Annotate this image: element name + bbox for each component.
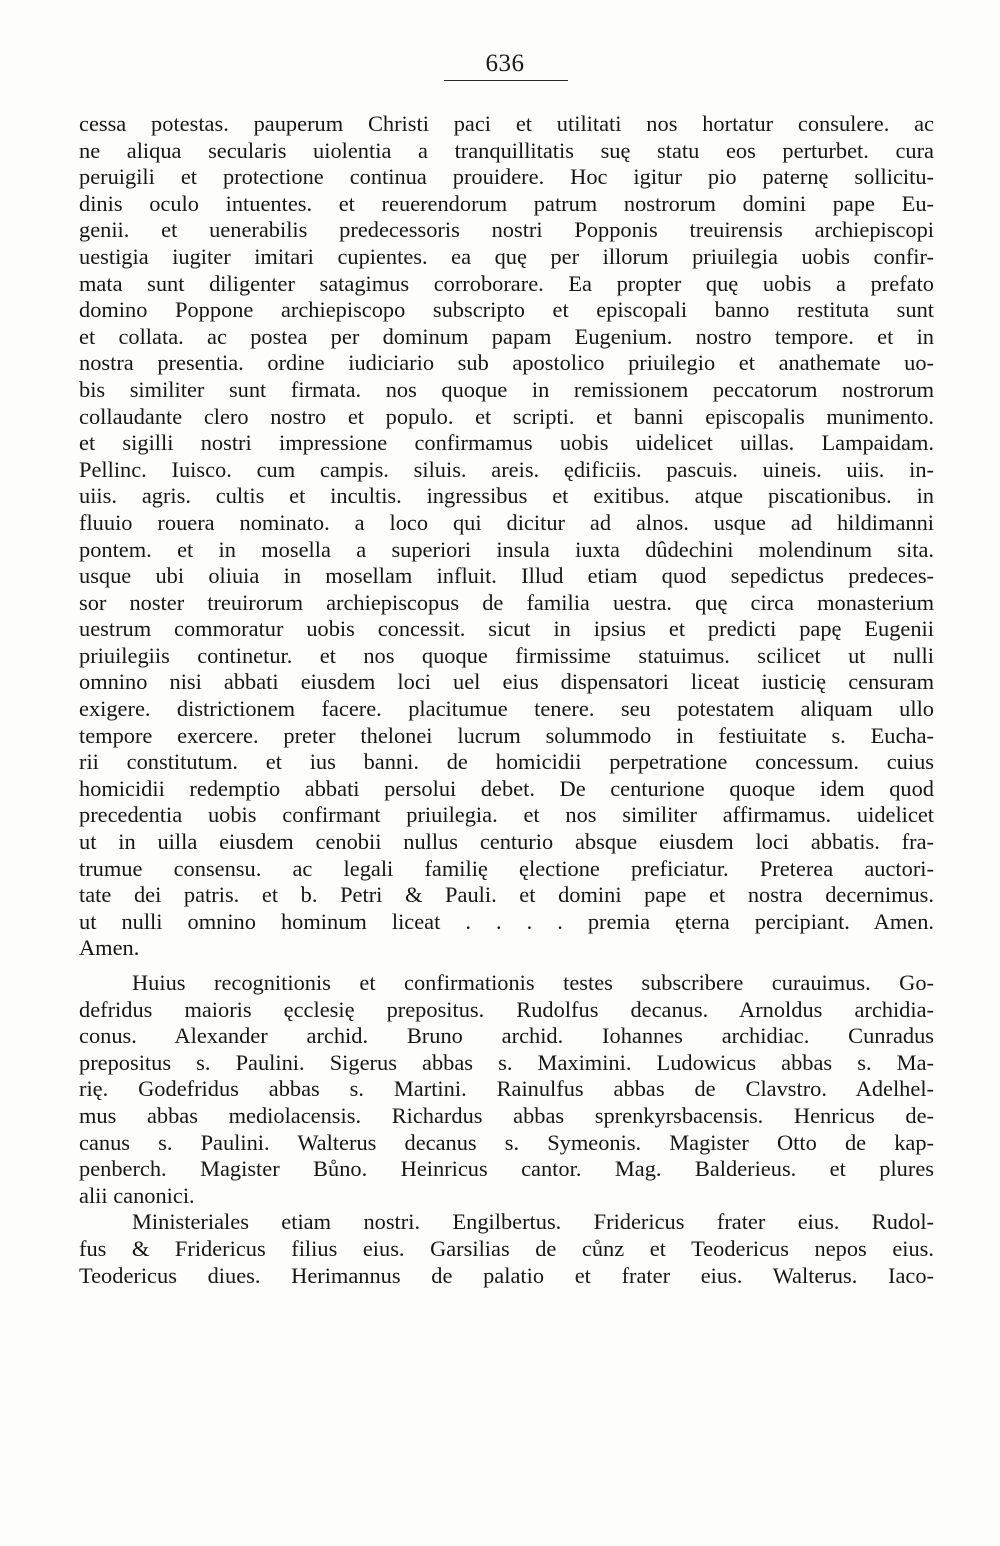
text-line: trumue consensu. ac legali familię ęlectione preficiatur. Preterea auctori- [79, 855, 934, 881]
text-line: tate dei patris. et b. Petri & Pauli. et domini pape et nostra decernimus. [79, 882, 934, 908]
text-line: et collata. ac postea per dominum papam Eugenium. nostro tempore. et in [79, 323, 934, 349]
text-line: mus abbas mediolacensis. Richardus abbas sprenkyrsbacensis. Henricus de- [79, 1102, 934, 1128]
text-line: rii constitutum. et ius banni. de homicidii perpetratione concessum. cuius [79, 749, 934, 775]
text-line: tempore exercere. preter thelonei lucrum solummodo in festiuitate s. Eucha- [79, 722, 934, 748]
page-number: 636 [485, 50, 525, 77]
text-line: Teodericus diues. Herimannus de palatio et frater eius. Walterus. Iaco- [79, 1262, 934, 1288]
text-line: ne aliqua secularis uiolentia a tranquillitatis suę statu eos perturbet. cura [79, 137, 934, 163]
text-line: et sigilli nostri impressione confirmamus uobis uidelicet uillas. Lampaidam. [79, 430, 934, 456]
text-line: Ministeriales etiam nostri. Engilbertus. Fridericus frater eius. Rudol- [132, 1209, 934, 1235]
paragraph-gap [79, 962, 934, 970]
text-line: penberch. Magister Bůno. Heinricus cantor. Mag. Balderieus. et plures [79, 1156, 934, 1182]
text-line: cessa potestas. pauperum Christi paci et utilitati nos hortatur consulere. ac [79, 111, 934, 136]
text-line: alii canonici. [79, 1182, 195, 1208]
text-line: homicidii redemptio abbati persolui debet. De centurione quoque idem quod [79, 775, 934, 801]
text-line: dinis oculo intuentes. et reuerendorum patrum nostrorum domini pape Eu- [79, 190, 934, 216]
text-line: pontem. et in mosella a superiori insula iuxta dûdechini molendinum sita. [79, 536, 934, 562]
text-line: precedentia uobis confirmant priuilegia. et nos similiter affirmamus. uidelicet [79, 802, 934, 828]
text-line: ut in uilla eiusdem cenobii nullus centurio absque eiusdem loci abbatis. fra- [79, 829, 934, 855]
text-line: uestigia iugiter imitari cupientes. ea quę per illorum priuilegia uobis confir- [79, 243, 934, 269]
text-line: rię. Godefridus abbas s. Martini. Rainulfus abbas de Clavstro. Adelhel- [79, 1076, 934, 1102]
text-line: genii. et uenerabilis predecessoris nostri Popponis treuirensis archiepiscopi [79, 217, 934, 243]
text-line: uiis. agris. cultis et incultis. ingressibus et exitibus. atque piscationibus. in [79, 483, 934, 509]
text-line: bis similiter sunt firmata. nos quoque in remissionem peccatorum nostrorum [79, 376, 934, 402]
text-line: exigere. districtionem facere. placitumue tenere. seu potestatem aliquam ullo [79, 696, 934, 722]
text-line: fus & Fridericus filius eius. Garsilias de cůnz et Teodericus nepos eius. [79, 1235, 934, 1261]
text-line: mata sunt diligenter satagimus corroborare. Ea propter quę uobis a prefato [79, 270, 934, 296]
text-line: ut nulli omnino hominum liceat . . . . premia ęterna percipiant. Amen. [79, 908, 934, 934]
text-line: fluuio rouera nominato. a loco qui dicitur ad alnos. usque ad hildimanni [79, 509, 934, 535]
text-line: defridus maioris ęcclesię prepositus. Rudolfus decanus. Arnoldus archidia- [79, 996, 934, 1022]
text-line: prepositus s. Paulini. Sigerus abbas s. Maximini. Ludowicus abbas s. Ma- [79, 1049, 934, 1075]
text-line: sor noster treuirorum archiepiscopus de familia uestra. quę circa monasterium [79, 589, 934, 615]
text-line: Huius recognitionis et confirmationis testes subscribere curauimus. Go- [132, 970, 934, 995]
text-line: priuilegiis continetur. et nos quoque firmissime statuimus. scilicet ut nulli [79, 642, 934, 668]
text-line: peruigili et protectione continua prouidere. Hoc igitur pio paternę sollicitu- [79, 164, 934, 190]
ministeriales-paragraph [79, 1209, 934, 1289]
page-text [79, 111, 934, 1289]
header-rule [444, 80, 568, 81]
text-line: Amen. [79, 935, 140, 961]
text-line: canus s. Paulini. Walterus decanus s. Symeonis. Magister Otto de kap- [79, 1129, 934, 1155]
charter-paragraph [79, 111, 934, 962]
text-line: omnino nisi abbati eiusdem loci uel eius dispensatori liceat iusticię censuram [79, 669, 934, 695]
text-line: collaudante clero nostro et populo. et scripti. et banni episcopalis munimento. [79, 403, 934, 429]
text-line: usque ubi oliuia in mosellam influit. Illud etiam quod sepedictus predeces- [79, 563, 934, 589]
text-line: conus. Alexander archid. Bruno archid. Iohannes archidiac. Cunradus [79, 1023, 934, 1049]
text-line: domino Poppone archiepiscopo subscripto et episcopali banno restituta sunt [79, 297, 934, 323]
witnesses-paragraph [79, 970, 934, 1209]
text-line: uestrum commoratur uobis concessit. sicut in ipsius et predicti papę Eugenii [79, 616, 934, 642]
text-line: Pellinc. Iuisco. cum campis. siluis. areis. ędificiis. pascuis. uineis. uiis. in- [79, 456, 934, 482]
text-line: nostra presentia. ordine iudiciario sub apostolico priuilegio et anathemate uo- [79, 350, 934, 376]
